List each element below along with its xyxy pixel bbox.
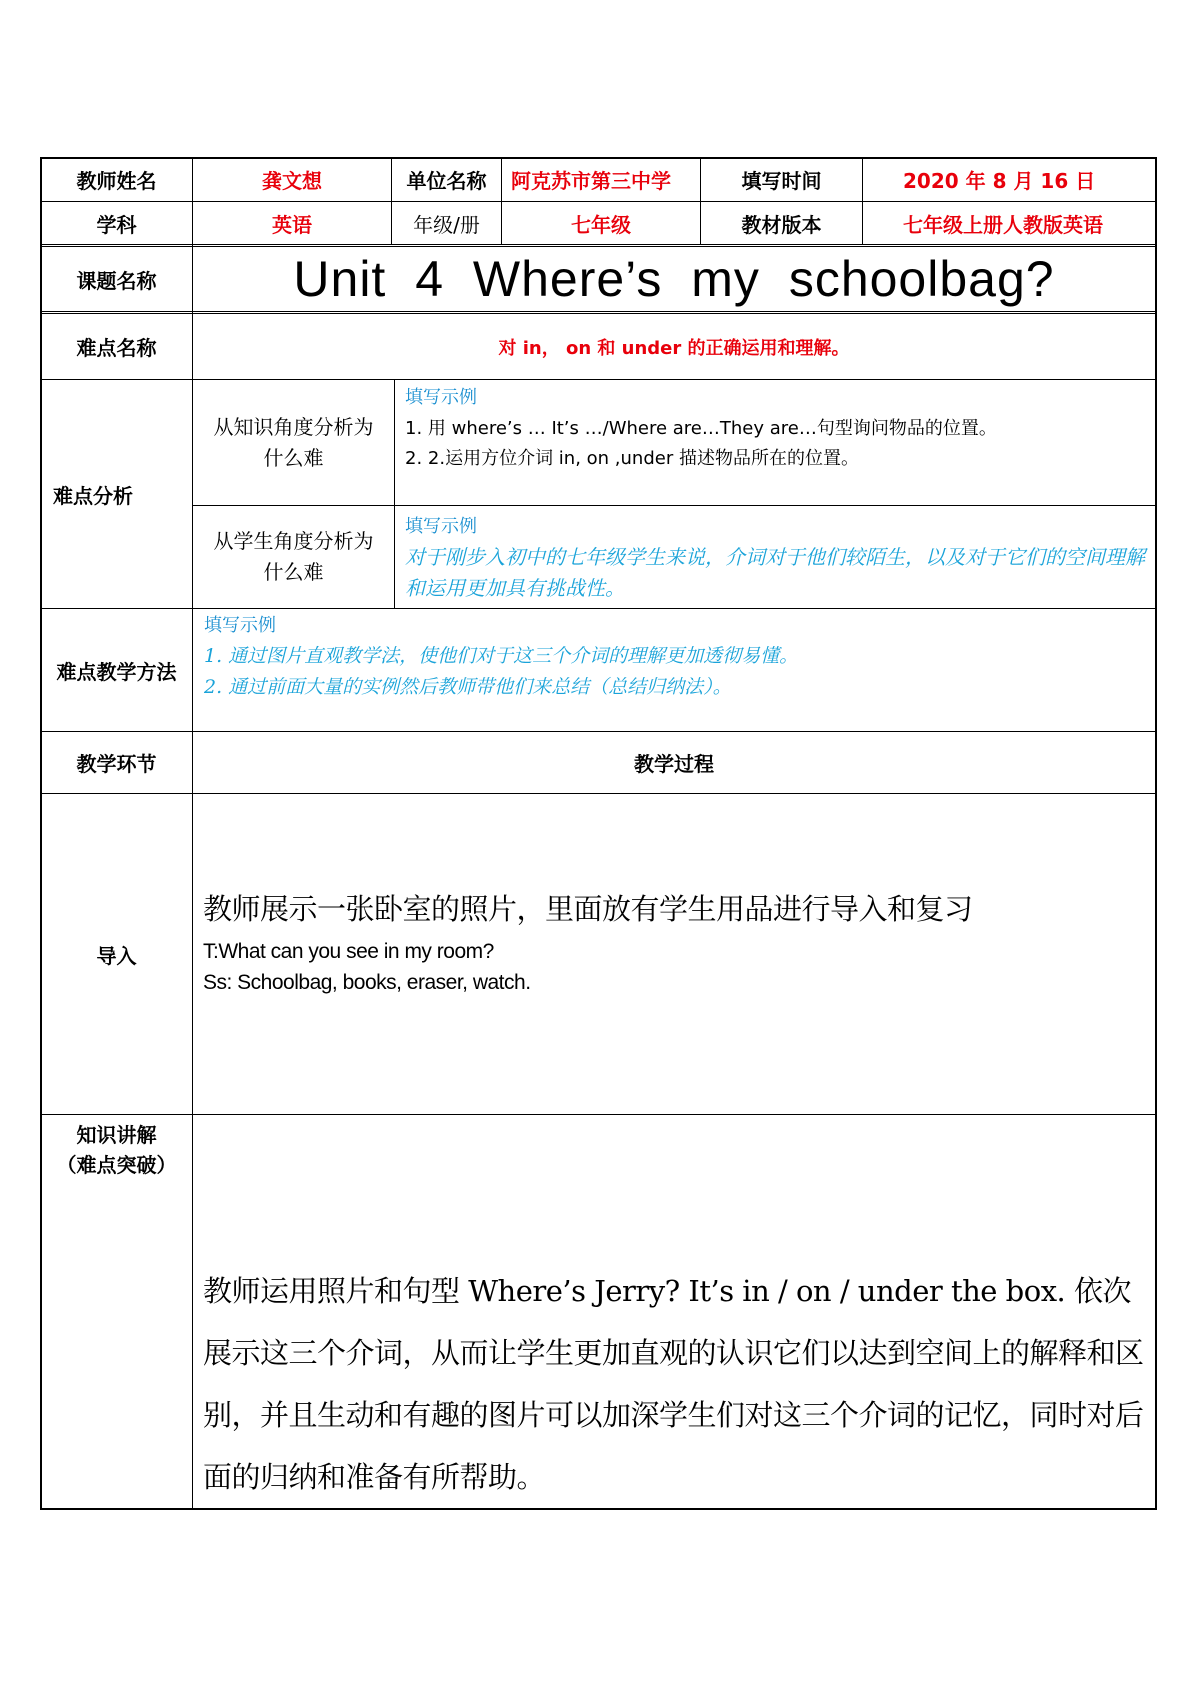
- topic-label: 课题名称: [76, 268, 157, 293]
- student-hint: 填写示例: [405, 516, 477, 537]
- row-divider: [40, 1114, 1157, 1115]
- student-angle-label: 从学生角度分析为什么难: [213, 529, 374, 584]
- analysis-label: 难点分析: [53, 483, 133, 508]
- intro-line-2: Ss: Schoolbag, books, eraser, watch.: [203, 971, 531, 994]
- student-text: 对于刚步入初中的七年级学生来说，介词对于他们较陌生，以及对于它们的空间理解和运用更加具有挑战性。: [405, 545, 1145, 600]
- method-line-1: 1. 通过图片直观教学法，使他们对于这三个介词的理解更加透彻易懂。: [204, 645, 799, 667]
- knowledge-hint: 填写示例: [405, 387, 477, 408]
- knowledge-line-1: 1. 用 where’s … It’s …/Where are…They are…句型询问物品的位置。: [405, 418, 997, 439]
- knowledge-label-line-2: （难点突破）: [56, 1153, 177, 1177]
- unit-value: 阿克苏市第三中学: [511, 169, 671, 193]
- teacher-label: 教师姓名: [76, 169, 157, 193]
- edition-label: 教材版本: [741, 212, 822, 237]
- grade-label: 年级/册: [413, 212, 480, 237]
- process-label: 教学过程: [634, 752, 714, 776]
- teacher-value: 龚文想: [262, 169, 322, 193]
- knowledge-angle-label: 从知识角度分析为什么难: [213, 414, 374, 470]
- date-label: 填写时间: [741, 169, 822, 193]
- subject-label: 学科: [96, 212, 137, 237]
- knowledge-line-2: 2. 2.运用方位介词 in, on ,under 描述物品所在的位置。: [405, 448, 859, 469]
- subject-value: 英语: [272, 212, 312, 237]
- date-value: 2020 年 8 月 16 日: [903, 169, 1096, 193]
- grade-value: 七年级: [571, 212, 631, 237]
- knowledge-paragraph: 教师运用照片和句型 Where’s Jerry? It’s in / on / under the box. 依次展示这三个介词，从而让学生更加直观的认识它们以达到空间上的解释和区别，并且生动和有趣的图片可以加深学生们对这三个介词的记忆，同时对后面的归纳和准备有所帮助。: [203, 1274, 1144, 1494]
- stage-label: 教学环节: [76, 752, 157, 776]
- row-divider: [40, 608, 1157, 609]
- method-line-2: 2. 通过前面大量的实例然后教师带他们来总结（总结归纳法）。: [204, 676, 732, 698]
- unit-label: 单位名称: [406, 169, 487, 193]
- intro-main-text: 教师展示一张卧室的照片，里面放有学生用品进行导入和复习: [203, 892, 973, 926]
- topic-title: Unit 4 Where’s my schoolbag?: [293, 251, 1055, 307]
- difficulty-value: 对 in， on 和 under 的正确运用和理解。: [498, 337, 850, 359]
- difficulty-label: 难点名称: [76, 336, 157, 360]
- intro-label: 导入: [96, 943, 137, 968]
- method-hint: 填写示例: [204, 615, 276, 636]
- col-divider: [394, 379, 395, 608]
- knowledge-section-label: [41, 1115, 192, 1181]
- row-divider: [40, 793, 1157, 794]
- method-label: 难点教学方法: [56, 659, 177, 684]
- knowledge-label-line-1: 知识讲解: [76, 1123, 157, 1147]
- edition-value: 七年级上册人教版英语: [903, 212, 1103, 237]
- intro-line-1: T:What can you see in my room?: [203, 940, 494, 963]
